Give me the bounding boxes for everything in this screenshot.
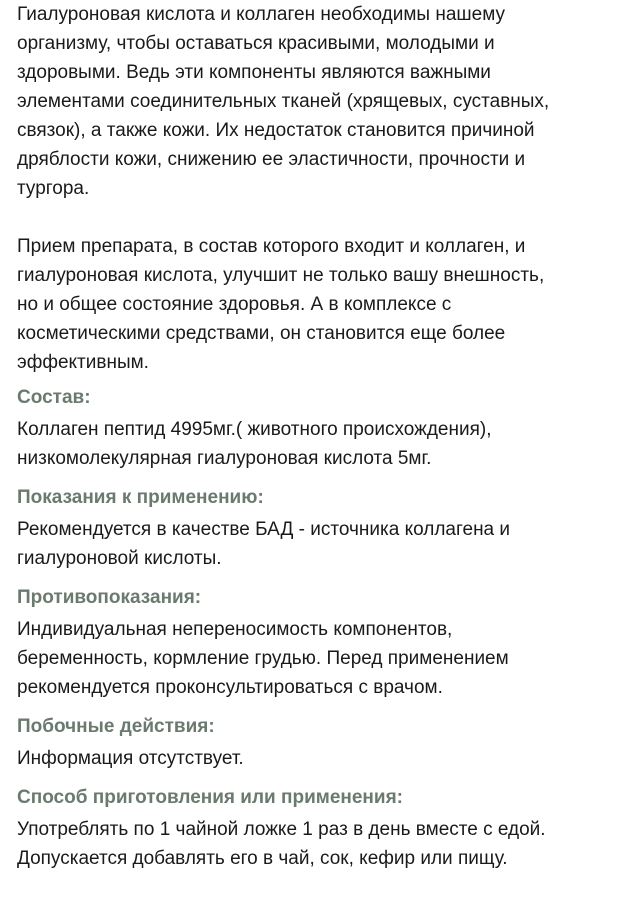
text-line: тургора. <box>17 178 90 199</box>
composition-heading: Состав: <box>17 387 91 408</box>
indications-heading: Показания к применению: <box>17 487 264 508</box>
text-line: Гиалуроновая кислота и коллаген необходимы нашему <box>17 4 506 25</box>
text-line: эффективным. <box>17 352 149 373</box>
intro-paragraph-1 <box>17 0 629 203</box>
product-description <box>17 0 629 873</box>
text-line: Употреблять по 1 чайной ложке 1 раз в день вместе с едой. <box>17 819 546 840</box>
contraindications-text <box>17 615 629 702</box>
contraindications-heading: Противопоказания: <box>17 587 202 608</box>
text-line: организму, чтобы оставаться красивыми, молодыми и <box>17 33 495 54</box>
text-line: косметическими средствами, он становится еще более <box>17 323 506 344</box>
side-effects-heading: Побочные действия: <box>17 716 215 737</box>
text-line: Прием препарата, в состав которого входит и коллаген, и <box>17 236 526 257</box>
text-line: Допускается добавлять его в чай, сок, кефир или пищу. <box>17 848 508 869</box>
usage-heading: Способ приготовления или применения: <box>17 787 404 808</box>
text-line: гиалуроновой кислоты. <box>17 548 222 569</box>
text-line: Индивидуальная непереносимость компонентов, <box>17 619 453 640</box>
intro-paragraph-2 <box>17 232 629 377</box>
text-line: связок), а также кожи. Их недостаток становится причиной <box>17 120 535 141</box>
text-line: низкомолекулярная гиалуроновая кислота 5мг. <box>17 448 432 469</box>
text-line: здоровыми. Ведь эти компоненты являются важными <box>17 62 491 83</box>
indications-text <box>17 515 629 573</box>
text-line: Рекомендуется в качестве БАД - источника коллагена и <box>17 519 511 540</box>
usage-text <box>17 815 629 873</box>
text-line: но и общее состояние здоровья. А в комплексе с <box>17 294 452 315</box>
composition-text <box>17 415 629 473</box>
text-line: элементами соединительных тканей (хрящевых, суставных, <box>17 91 550 112</box>
text-line: гиалуроновая кислота, улучшит не только вашу внешность, <box>17 265 545 286</box>
text-line: Информация отсутствует. <box>17 748 244 769</box>
text-line: дряблости кожи, снижению ее эластичности, прочности и <box>17 149 526 170</box>
text-line: Коллаген пептид 4995мг.( животного происхождения), <box>17 419 492 440</box>
text-line: беременность, кормление грудью. Перед применением <box>17 648 509 669</box>
side-effects-text <box>17 744 629 773</box>
text-line: рекомендуется проконсультироваться с врачом. <box>17 677 443 698</box>
